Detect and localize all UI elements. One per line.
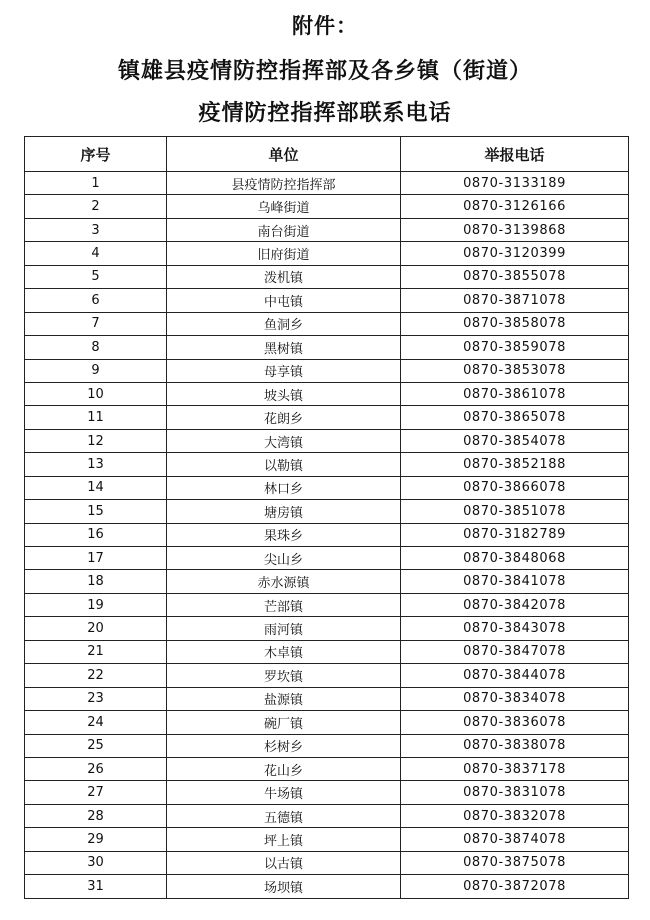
row-phone: 0870-3859078 — [401, 336, 629, 359]
row-phone: 0870-3855078 — [401, 265, 629, 288]
row-index: 19 — [25, 593, 167, 616]
table-row — [25, 851, 629, 874]
row-phone: 0870-3834078 — [401, 687, 629, 710]
row-phone: 0870-3852188 — [401, 453, 629, 476]
table-row — [25, 382, 629, 405]
row-phone: 0870-3838078 — [401, 734, 629, 757]
row-phone: 0870-3858078 — [401, 312, 629, 335]
row-index: 27 — [25, 781, 167, 804]
row-index: 18 — [25, 570, 167, 593]
row-index: 4 — [25, 242, 167, 265]
table-row — [25, 312, 629, 335]
table-row — [25, 804, 629, 827]
row-phone: 0870-3875078 — [401, 851, 629, 874]
row-phone: 0870-3853078 — [401, 359, 629, 382]
row-phone: 0870-3851078 — [401, 500, 629, 523]
document-title-line1: 镇雄县疫情防控指挥部及各乡镇（街道） — [117, 59, 532, 84]
row-phone: 0870-3182789 — [401, 523, 629, 546]
row-index: 15 — [25, 500, 167, 523]
table-row — [25, 828, 629, 851]
row-unit: 花山乡 — [167, 757, 401, 780]
row-phone: 0870-3842078 — [401, 593, 629, 616]
row-index: 5 — [25, 265, 167, 288]
row-index: 16 — [25, 523, 167, 546]
table-row — [25, 640, 629, 663]
row-phone: 0870-3872078 — [401, 875, 629, 898]
table-row — [25, 664, 629, 687]
row-index: 25 — [25, 734, 167, 757]
row-phone: 0870-3874078 — [401, 828, 629, 851]
table-row — [25, 617, 629, 640]
table-row — [25, 757, 629, 780]
row-index: 26 — [25, 757, 167, 780]
row-unit: 雨河镇 — [167, 617, 401, 640]
row-phone: 0870-3861078 — [401, 382, 629, 405]
table-row — [25, 195, 629, 218]
contact-table — [24, 136, 629, 899]
row-index: 29 — [25, 828, 167, 851]
table-row — [25, 429, 629, 452]
row-index: 7 — [25, 312, 167, 335]
table-row — [25, 734, 629, 757]
table-row — [25, 687, 629, 710]
row-index: 22 — [25, 664, 167, 687]
row-phone: 0870-3836078 — [401, 711, 629, 734]
table-row — [25, 547, 629, 570]
table-row — [25, 289, 629, 312]
row-unit: 牛场镇 — [167, 781, 401, 804]
table-row — [25, 359, 629, 382]
row-phone: 0870-3848068 — [401, 547, 629, 570]
row-unit: 果珠乡 — [167, 523, 401, 546]
row-phone: 0870-3847078 — [401, 640, 629, 663]
table-row — [25, 453, 629, 476]
row-unit: 场坝镇 — [167, 875, 401, 898]
row-unit: 尖山乡 — [167, 547, 401, 570]
column-header-unit: 单位 — [167, 137, 401, 172]
table-row — [25, 781, 629, 804]
row-index: 3 — [25, 218, 167, 241]
table-row — [25, 523, 629, 546]
row-unit: 木卓镇 — [167, 640, 401, 663]
table-row — [25, 218, 629, 241]
table-header-row — [25, 137, 629, 172]
row-index: 23 — [25, 687, 167, 710]
table-body — [25, 172, 629, 899]
row-index: 13 — [25, 453, 167, 476]
table-row — [25, 875, 629, 898]
row-unit: 花朗乡 — [167, 406, 401, 429]
row-phone: 0870-3832078 — [401, 804, 629, 827]
row-index: 21 — [25, 640, 167, 663]
document-title-line2: 疫情防控指挥部联系电话 — [198, 101, 452, 126]
row-index: 20 — [25, 617, 167, 640]
table-row — [25, 476, 629, 499]
row-index: 24 — [25, 711, 167, 734]
row-unit: 中屯镇 — [167, 289, 401, 312]
row-unit: 盐源镇 — [167, 687, 401, 710]
table-row — [25, 336, 629, 359]
row-unit: 碗厂镇 — [167, 711, 401, 734]
row-unit: 芒部镇 — [167, 593, 401, 616]
table-row — [25, 570, 629, 593]
table-row — [25, 593, 629, 616]
row-phone: 0870-3844078 — [401, 664, 629, 687]
row-index: 8 — [25, 336, 167, 359]
table-row — [25, 242, 629, 265]
row-index: 9 — [25, 359, 167, 382]
row-index: 17 — [25, 547, 167, 570]
row-phone: 0870-3871078 — [401, 289, 629, 312]
row-phone: 0870-3854078 — [401, 429, 629, 452]
row-index: 10 — [25, 382, 167, 405]
table-row — [25, 711, 629, 734]
row-phone: 0870-3133189 — [401, 172, 629, 195]
row-phone: 0870-3841078 — [401, 570, 629, 593]
row-unit: 南台街道 — [167, 218, 401, 241]
row-unit: 坡头镇 — [167, 382, 401, 405]
row-phone: 0870-3831078 — [401, 781, 629, 804]
row-phone: 0870-3139868 — [401, 218, 629, 241]
row-unit: 罗坎镇 — [167, 664, 401, 687]
row-index: 12 — [25, 429, 167, 452]
row-phone: 0870-3120399 — [401, 242, 629, 265]
attachment-label: 附件： — [292, 14, 358, 38]
row-unit: 坪上镇 — [167, 828, 401, 851]
row-index: 31 — [25, 875, 167, 898]
row-unit: 以勒镇 — [167, 453, 401, 476]
row-phone: 0870-3865078 — [401, 406, 629, 429]
row-unit: 大湾镇 — [167, 429, 401, 452]
row-unit: 乌峰街道 — [167, 195, 401, 218]
row-unit: 以古镇 — [167, 851, 401, 874]
row-unit: 母享镇 — [167, 359, 401, 382]
row-phone: 0870-3837178 — [401, 757, 629, 780]
row-unit: 赤水源镇 — [167, 570, 401, 593]
row-phone: 0870-3843078 — [401, 617, 629, 640]
row-phone: 0870-3126166 — [401, 195, 629, 218]
table-row — [25, 406, 629, 429]
row-unit: 鱼洞乡 — [167, 312, 401, 335]
row-unit: 县疫情防控指挥部 — [167, 172, 401, 195]
row-unit: 旧府街道 — [167, 242, 401, 265]
row-index: 28 — [25, 804, 167, 827]
row-unit: 泼机镇 — [167, 265, 401, 288]
column-header-phone: 举报电话 — [401, 137, 629, 172]
row-index: 6 — [25, 289, 167, 312]
table-row — [25, 265, 629, 288]
row-index: 30 — [25, 851, 167, 874]
row-index: 1 — [25, 172, 167, 195]
row-unit: 黑树镇 — [167, 336, 401, 359]
row-unit: 杉树乡 — [167, 734, 401, 757]
table-row — [25, 172, 629, 195]
row-index: 14 — [25, 476, 167, 499]
table-row — [25, 500, 629, 523]
row-unit: 林口乡 — [167, 476, 401, 499]
row-index: 11 — [25, 406, 167, 429]
row-phone: 0870-3866078 — [401, 476, 629, 499]
column-header-index: 序号 — [25, 137, 167, 172]
row-unit: 五德镇 — [167, 804, 401, 827]
row-unit: 塘房镇 — [167, 500, 401, 523]
row-index: 2 — [25, 195, 167, 218]
